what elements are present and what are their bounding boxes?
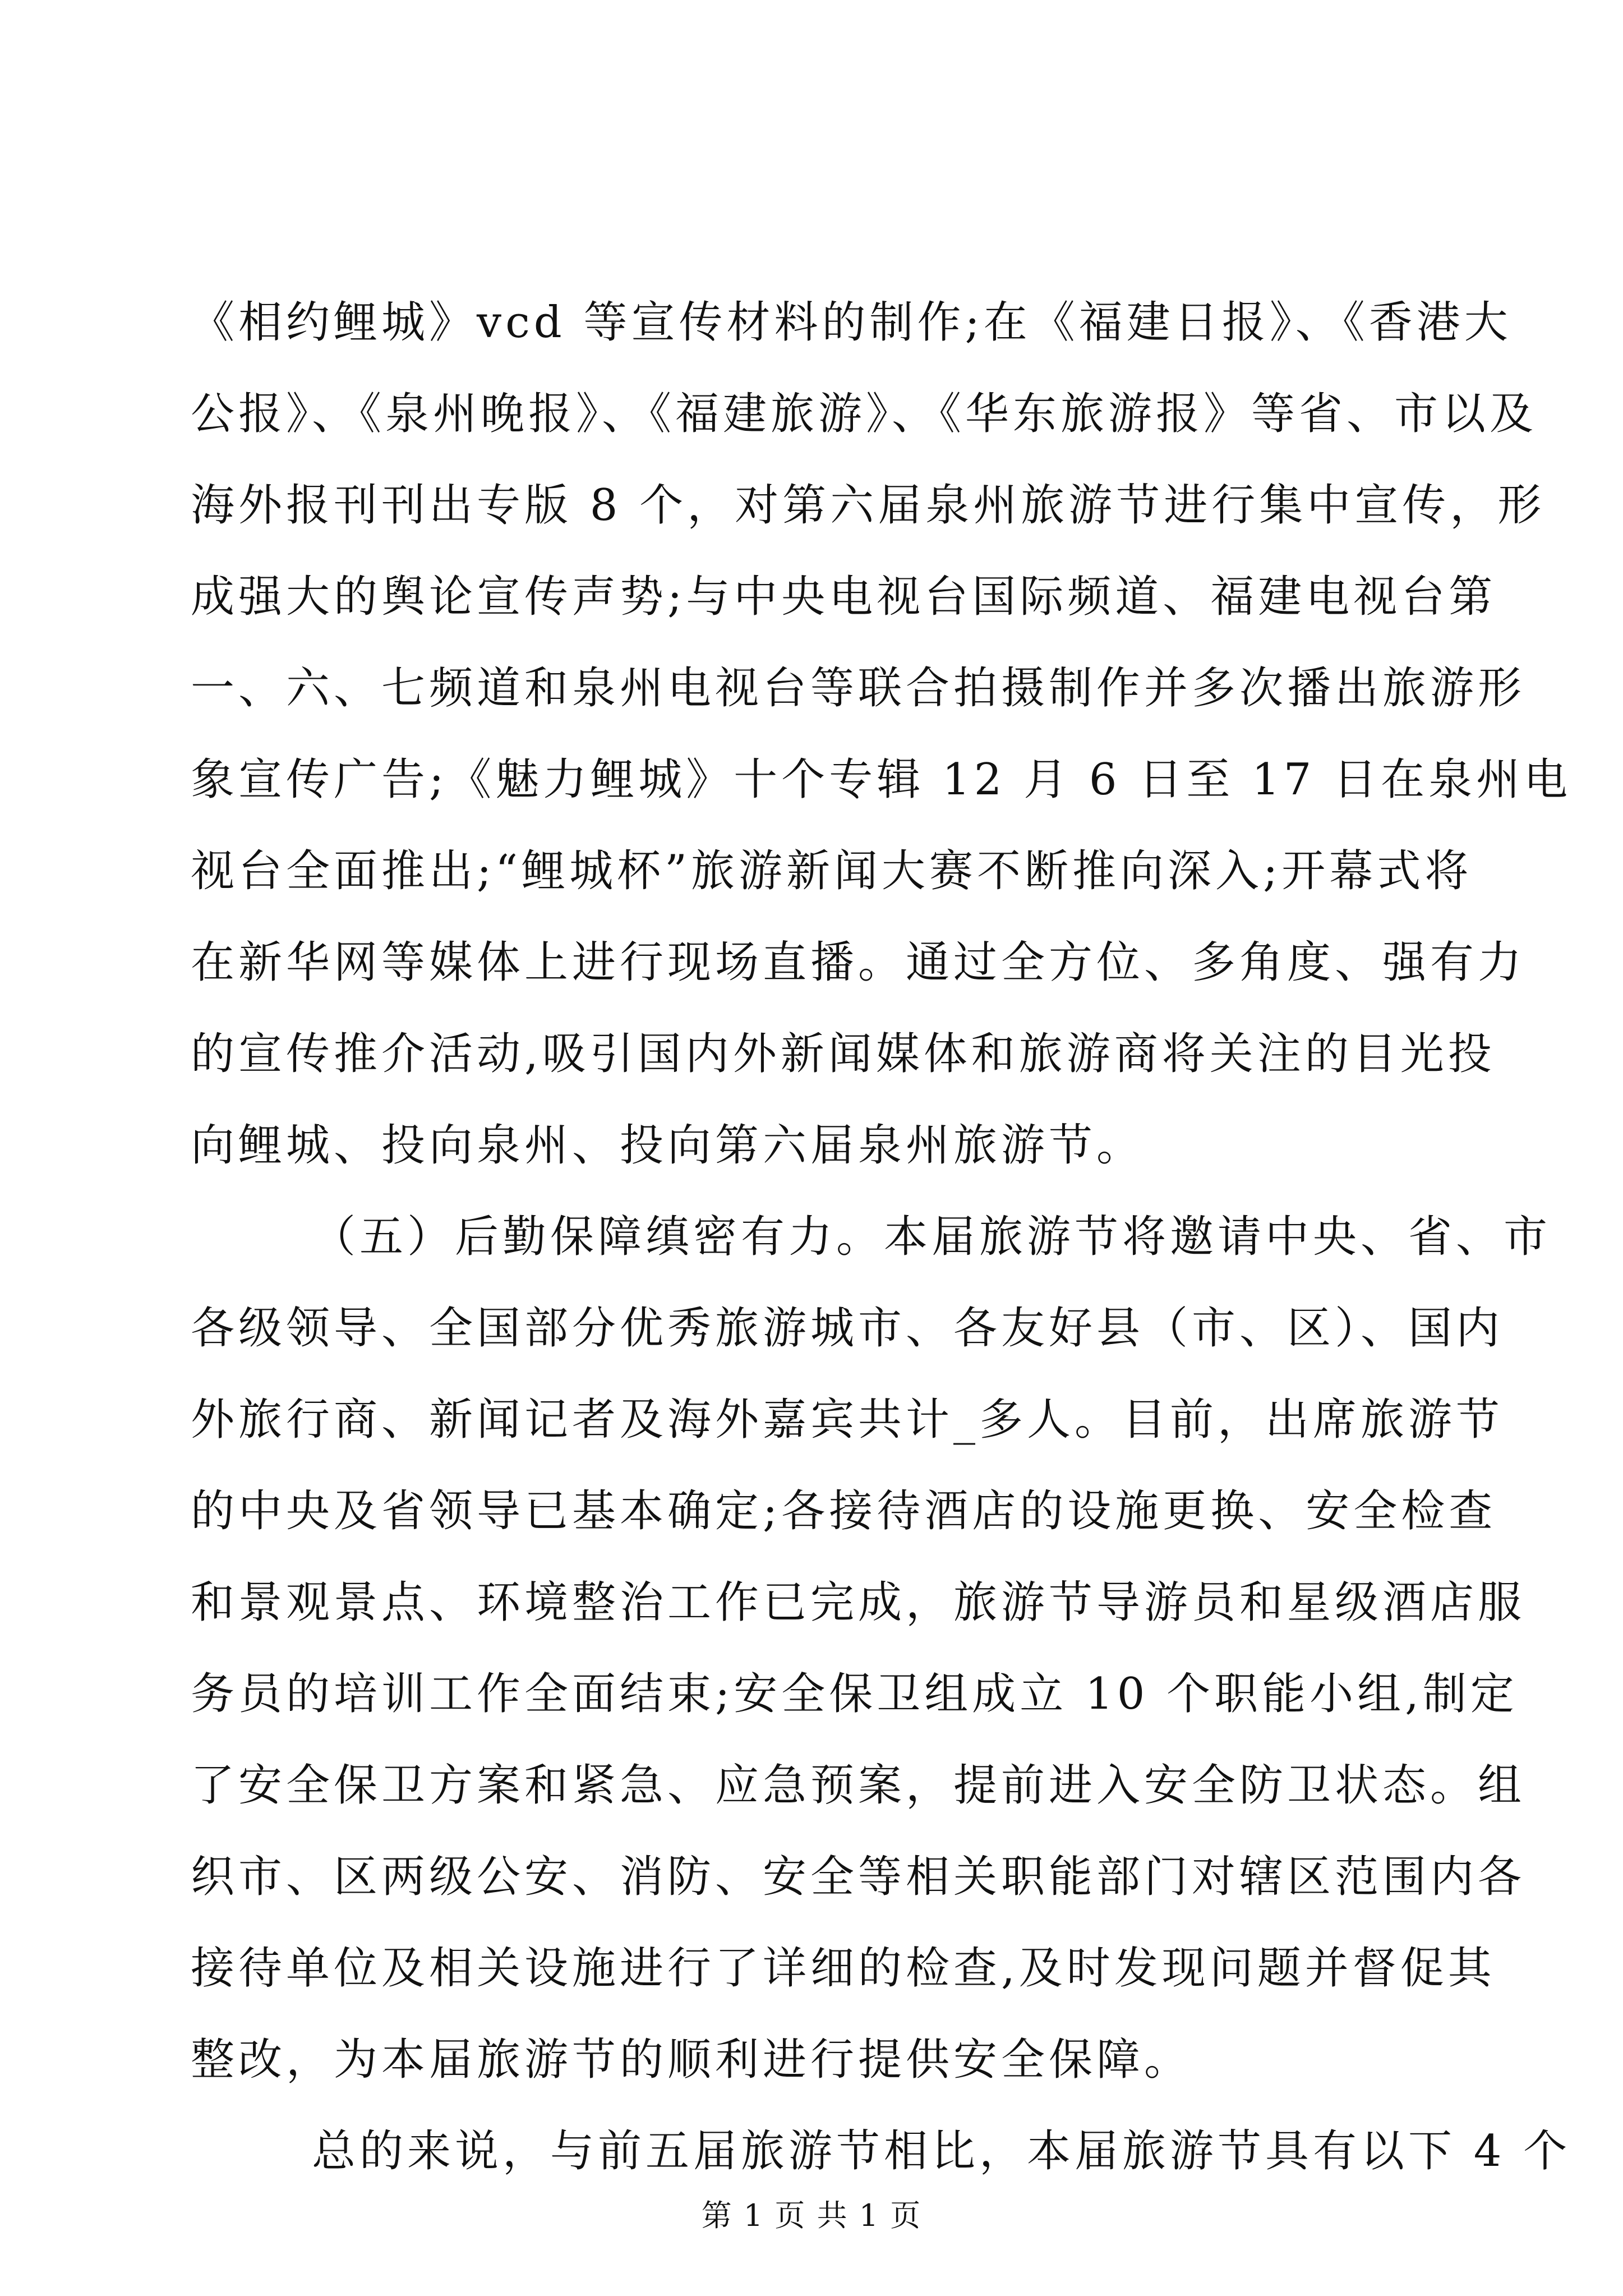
body-text-line: 的中央及省领导已基本确定;各接待酒店的设施更换、安全检查 [191,1486,1497,1536]
body-text-line: 象宣传广告;《魅力鲤城》十个专辑 12 月 6 日至 17 日在泉州电 [191,754,1572,805]
page-footer: 第 1 页 共 1 页 [701,2198,922,2233]
paragraph-start-line: 总的来说，与前五届旅游节相比，本届旅游节具有以下 4 个 [312,2126,1571,2177]
body-text-line: 的宣传推介活动,吸引国内外新闻媒体和旅游商将关注的目光投 [191,1029,1496,1079]
body-text-line: 海外报刊刊出专版 8 个，对第六届泉州旅游节进行集中宣传，形 [191,480,1546,531]
body-text-line: 向鲤城、投向泉州、投向第六届泉州旅游节。 [191,1120,1145,1171]
body-text-line: 织市、区两级公安、消防、安全等相关职能部门对辖区范围内各 [191,1852,1526,1902]
paragraph-heading-line: （五）后勤保障缜密有力。本届旅游节将邀请中央、省、市 [312,1212,1552,1262]
body-text-line: 接待单位及相关设施进行了详细的检查,及时发现问题并督促其 [191,1943,1496,1994]
body-text-line: 《相约鲤城》vcd 等宣传材料的制作;在《福建日报》、《香港大 [191,297,1512,348]
body-text-line: 各级领导、全国部分优秀旅游城市、各友好县（市、区）、国内 [191,1303,1504,1354]
body-text-line: 和景观景点、环境整治工作已完成，旅游节导游员和星级酒店服 [191,1577,1526,1628]
body-text-line: 在新华网等媒体上进行现场直播。通过全方位、多角度、强有力 [191,937,1526,988]
body-text-line: 了安全保卫方案和紧急、应急预案，提前进入安全防卫状态。组 [191,1760,1526,1811]
body-text-line: 成强大的舆论宣传声势;与中央电视台国际频道、福建电视台第 [191,572,1497,622]
body-text-line: 视台全面推出;“鲤城杯”旅游新闻大赛不断推向深入;开幕式将 [191,846,1473,896]
body-text-line: 务员的培训工作全面结束;安全保卫组成立 10 个职能小组,制定 [191,1669,1518,1719]
body-text-line: 一、六、七频道和泉州电视台等联合拍摄制作并多次播出旅游形 [191,663,1526,714]
body-text-line: 外旅行商、新闻记者及海外嘉宾共计_多人。目前，出席旅游节 [191,1395,1504,1445]
body-text-line: 公报》、《泉州晚报》、《福建旅游》、《华东旅游报》等省、市以及 [191,389,1538,439]
body-text-line: 整改，为本届旅游节的顺利进行提供安全保障。 [191,2035,1192,2085]
